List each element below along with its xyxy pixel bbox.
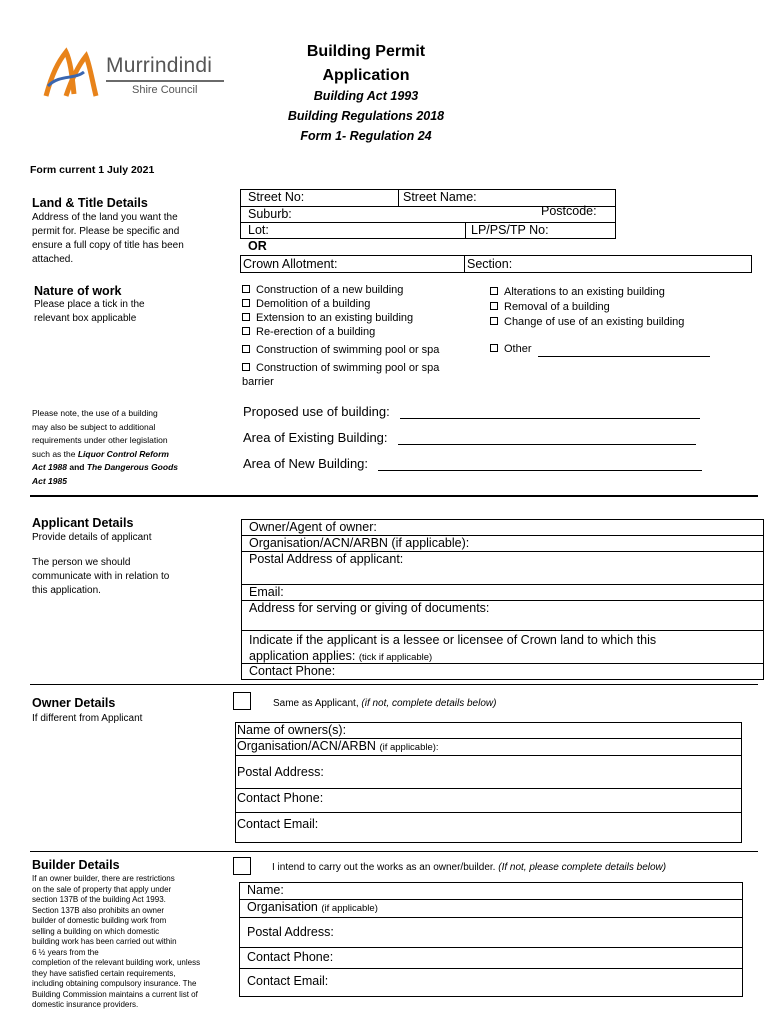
option-extension[interactable]: Extension to an existing building <box>242 311 413 326</box>
checkbox-icon <box>242 299 250 307</box>
street-name-field[interactable]: Street Name: <box>403 190 477 204</box>
logo-divider <box>106 80 224 82</box>
checkbox-icon <box>490 317 498 325</box>
builder-name-field[interactable]: Name: <box>240 883 742 900</box>
lot-field[interactable]: Lot: <box>248 223 269 237</box>
section-divider <box>30 495 758 497</box>
nature-heading: Nature of work <box>34 284 122 298</box>
option-pool-barrier[interactable]: Construction of swimming pool or spa <box>242 361 439 376</box>
builder-org-field[interactable]: Organisation (if applicable) <box>240 900 742 918</box>
builder-phone-field[interactable]: Contact Phone: <box>240 948 742 969</box>
logo-name: Murrindindi <box>106 54 213 77</box>
owner-builder-label: I intend to carry out the works as an owner/builder. (If not, please complete details below) <box>272 862 667 873</box>
builder-box <box>239 882 743 997</box>
checkbox-icon <box>490 302 498 310</box>
existing-area-field[interactable]: Area of Existing Building: <box>243 430 696 445</box>
council-logo <box>40 44 240 104</box>
builder-email-field[interactable]: Contact Email: <box>247 974 329 988</box>
section-field[interactable]: Section: <box>467 257 513 271</box>
form-current: Form current 1 July 2021 <box>30 164 155 176</box>
option-pool-barrier-cont: barrier <box>242 376 274 388</box>
option-re-erection[interactable]: Re-erection of a building <box>242 325 375 340</box>
applicant-heading: Applicant Details <box>32 516 134 530</box>
owner-agent-field[interactable]: Owner/Agent of owner: <box>242 520 763 536</box>
checkbox-icon <box>490 344 498 352</box>
serving-address-field[interactable]: Address for serving or giving of documents: <box>242 601 763 631</box>
checkbox-icon <box>242 363 250 371</box>
applicant-box <box>241 519 764 680</box>
or-label: OR <box>248 239 267 253</box>
checkbox-icon <box>490 287 498 295</box>
owner-org-field[interactable]: Organisation/ACN/ARBN (if applicable): <box>236 739 741 756</box>
logo-mountain-icon <box>40 44 104 104</box>
builder-postal-field[interactable]: Postal Address: <box>240 918 742 948</box>
street-no-field[interactable]: Street No: <box>248 190 305 204</box>
option-demolition[interactable]: Demolition of a building <box>242 297 370 312</box>
applicant-email-field[interactable]: Email: <box>242 585 763 601</box>
applicant-org-field[interactable]: Organisation/ACN/ARBN (if applicable): <box>242 536 763 552</box>
postcode-field[interactable]: Postcode: <box>541 204 597 218</box>
proposed-use-field[interactable]: Proposed use of building: <box>243 404 700 419</box>
logo-subtitle: Shire Council <box>132 84 198 96</box>
crown-lessee-field[interactable]: Indicate if the applicant is a lessee or licensee of Crown land to which this application applies: (tick if applicable) <box>242 631 763 664</box>
nature-description: Please place a tick in the relevant box applicable <box>34 299 145 324</box>
owner-email-field[interactable]: Contact Email: <box>237 817 319 831</box>
option-pool[interactable]: Construction of swimming pool or spa <box>242 343 439 358</box>
same-as-applicant-checkbox[interactable] <box>233 692 251 710</box>
option-change-of-use[interactable]: Change of use of an existing building <box>490 315 684 330</box>
land-heading: Land & Title Details <box>32 196 148 210</box>
legislation-note: Please note, the use of a building may also be subject to additional requirements under other legislation such as the Liquor Control Reform Act 1988 and The Dangerous Goods Act 1985 <box>32 408 178 486</box>
owner-names-field[interactable]: Name of owners(s): <box>236 723 741 739</box>
option-new-building[interactable]: Construction of a new building <box>242 283 403 298</box>
owner-box <box>235 722 742 843</box>
checkbox-icon <box>242 327 250 335</box>
applicant-postal-field[interactable]: Postal Address of applicant: <box>242 552 763 585</box>
builder-heading: Builder Details <box>32 858 120 872</box>
option-removal[interactable]: Removal of a building <box>490 300 610 315</box>
form-title: Building Permit Application <box>306 43 426 84</box>
section-divider <box>30 851 758 852</box>
owner-description: If different from Applicant <box>32 713 143 724</box>
owner-phone-field[interactable]: Contact Phone: <box>236 789 741 813</box>
checkbox-icon <box>242 345 250 353</box>
owner-heading: Owner Details <box>32 696 116 710</box>
checkbox-icon <box>242 313 250 321</box>
owner-postal-field[interactable]: Postal Address: <box>236 756 741 789</box>
applicant-contact-note: The person we should communicate with in relation to this application. <box>32 557 170 596</box>
applicant-phone-field[interactable]: Contact Phone: <box>249 664 336 678</box>
same-as-applicant-label: Same as Applicant, (if not, complete details below) <box>273 698 497 709</box>
land-details-box <box>240 189 752 273</box>
checkbox-icon <box>242 285 250 293</box>
suburb-field[interactable]: Suburb: <box>248 207 292 221</box>
owner-builder-checkbox[interactable] <box>233 857 251 875</box>
form-subtitle: Building Act 1993 Building Regulations 2018 Form 1- Regulation 24 <box>287 89 445 143</box>
applicant-description: Provide details of applicant <box>32 532 152 543</box>
section-divider <box>30 684 758 685</box>
crown-allotment-field[interactable]: Crown Allotment: <box>243 257 338 271</box>
lp-field[interactable]: LP/PS/TP No: <box>471 223 549 237</box>
option-alterations[interactable]: Alterations to an existing building <box>490 285 665 300</box>
option-other[interactable]: Other <box>490 342 710 357</box>
new-area-field[interactable]: Area of New Building: <box>243 456 702 471</box>
land-description: Address of the land you want the permit for. Please be specific and ensure a full copy of title has been attached. <box>32 212 184 265</box>
builder-description: If an owner builder, there are restrictions on the sale of property that apply under section 137B of the building Act 1993. Section 137B also prohibits an owner builder of domestic building work from selling a building on which domestic building work has been carried out within 6 ½ years from the completion of the relevant building work, unless they have satisfied certain requirements, including obtaining compulsory insurance. The Building Commission maintains a current list of domestic insurance providers. <box>32 874 201 1009</box>
